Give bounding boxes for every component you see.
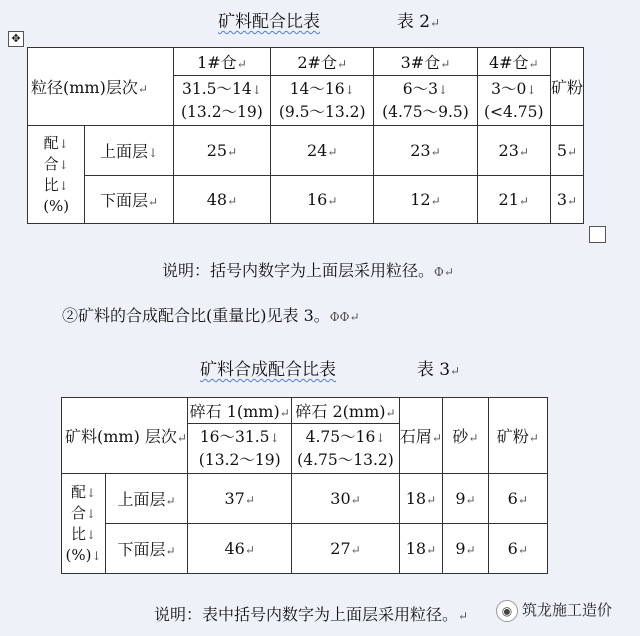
table2-range-1: 31.5～14↓ (13.2～19) xyxy=(173,76,270,126)
table3-row-upper-layer: 上面层↵ xyxy=(106,474,188,524)
table3-range-1: 16～31.5↓ (13.2～19) xyxy=(187,424,291,474)
table3-header-left: 矿料(mm) 层次↵ xyxy=(62,398,188,474)
table3-cell: 18↵ xyxy=(399,474,443,524)
table3-stone-chips-header: 石屑↵ xyxy=(399,398,443,474)
table2-cell: 5↵ xyxy=(550,126,583,176)
table3 xyxy=(61,397,548,574)
table-resize-handle[interactable] xyxy=(589,226,606,243)
table2-cell: 23↵ xyxy=(477,126,550,176)
table2-cell: 48↵ xyxy=(173,176,270,224)
table3-cell: 30↵ xyxy=(292,474,399,524)
table2-caption-title: 矿料配合比表 xyxy=(218,12,320,32)
table2-bin-1: 1#仓↵ xyxy=(173,48,270,76)
table3-range-2: 4.75～16↓ (4.75～13.2) xyxy=(292,424,399,474)
note-1: 说明：括号内数字为上面层采用粒径。Φ↵ xyxy=(162,261,454,280)
table3-mineral-powder-header: 矿粉↵ xyxy=(488,398,547,474)
table3-ratio-label: 配↓ 合↓ 比↓ (%)↓ xyxy=(62,474,106,574)
table2-row-upper-layer: 上面层↓ xyxy=(85,126,173,176)
table2-cell: 21↵ xyxy=(477,176,550,224)
table2-header-left: 粒径(mm)层次↵ xyxy=(28,48,174,126)
table2-caption: 矿料配合比表 表 2↵ xyxy=(218,12,441,32)
wechat-logo-icon: ◉ xyxy=(496,600,518,622)
table3-cell: 6↵ xyxy=(488,524,547,574)
table3-row-lower-layer: 下面层↵ xyxy=(106,524,188,574)
table3-caption-title: 矿料合成配合比表 xyxy=(200,360,336,380)
table-move-handle-icon[interactable]: ✥ xyxy=(8,31,24,47)
table3-cell: 37↵ xyxy=(187,474,291,524)
table2 xyxy=(27,47,584,224)
table2-range-4: 3～0↓ (<4.75) xyxy=(477,76,550,126)
table2-cell: 23↵ xyxy=(374,126,477,176)
table2-ratio-label: 配↓ 合↓ 比↓ (%) xyxy=(28,126,85,224)
table2-mineral-powder-header: 矿粉 xyxy=(550,48,583,126)
table2-bin-2: 2#仓↵ xyxy=(271,48,374,76)
table3-cell: 27↵ xyxy=(292,524,399,574)
table3-col-gravel-2: 碎石 2(mm)↵ xyxy=(292,398,399,424)
paragraph-table3-ref: ②矿料的合成配合比(重量比)见表 3。ΦΦ↵ xyxy=(62,306,360,325)
table3-caption-number: 表 3 xyxy=(416,360,451,380)
table3-sand-header: 砂↵ xyxy=(443,398,488,474)
table2-cell: 25↵ xyxy=(173,126,270,176)
table2-cell: 12↵ xyxy=(374,176,477,224)
table3-cell: 46↵ xyxy=(187,524,291,574)
watermark-logo: ◉ 筑龙施工造价 xyxy=(496,599,612,622)
table2-bin-3: 3#仓↵ xyxy=(374,48,477,76)
table2-cell: 16↵ xyxy=(271,176,374,224)
table2-row-lower-layer: 下面层↵ xyxy=(85,176,173,224)
table2-cell: 24↵ xyxy=(271,126,374,176)
table3-cell: 6↵ xyxy=(488,474,547,524)
table2-bin-4: 4#仓↵ xyxy=(477,48,550,76)
table2-range-2: 14～16↓ (9.5～13.2) xyxy=(271,76,374,126)
table3-caption: 矿料合成配合比表 表 3↵ xyxy=(200,360,461,380)
table2-caption-number: 表 2 xyxy=(396,12,431,32)
table3-col-gravel-1: 碎石 1(mm)↵ xyxy=(187,398,291,424)
note-2: 说明：表中括号内数字为上面层采用粒径。↵ xyxy=(154,605,469,624)
table3-cell: 9↵ xyxy=(443,474,488,524)
table2-range-3: 6～3↓ (4.75～9.5) xyxy=(374,76,477,126)
table2-cell: 3↵ xyxy=(550,176,583,224)
table3-cell: 18↵ xyxy=(399,524,443,574)
table3-cell: 9↵ xyxy=(443,524,488,574)
